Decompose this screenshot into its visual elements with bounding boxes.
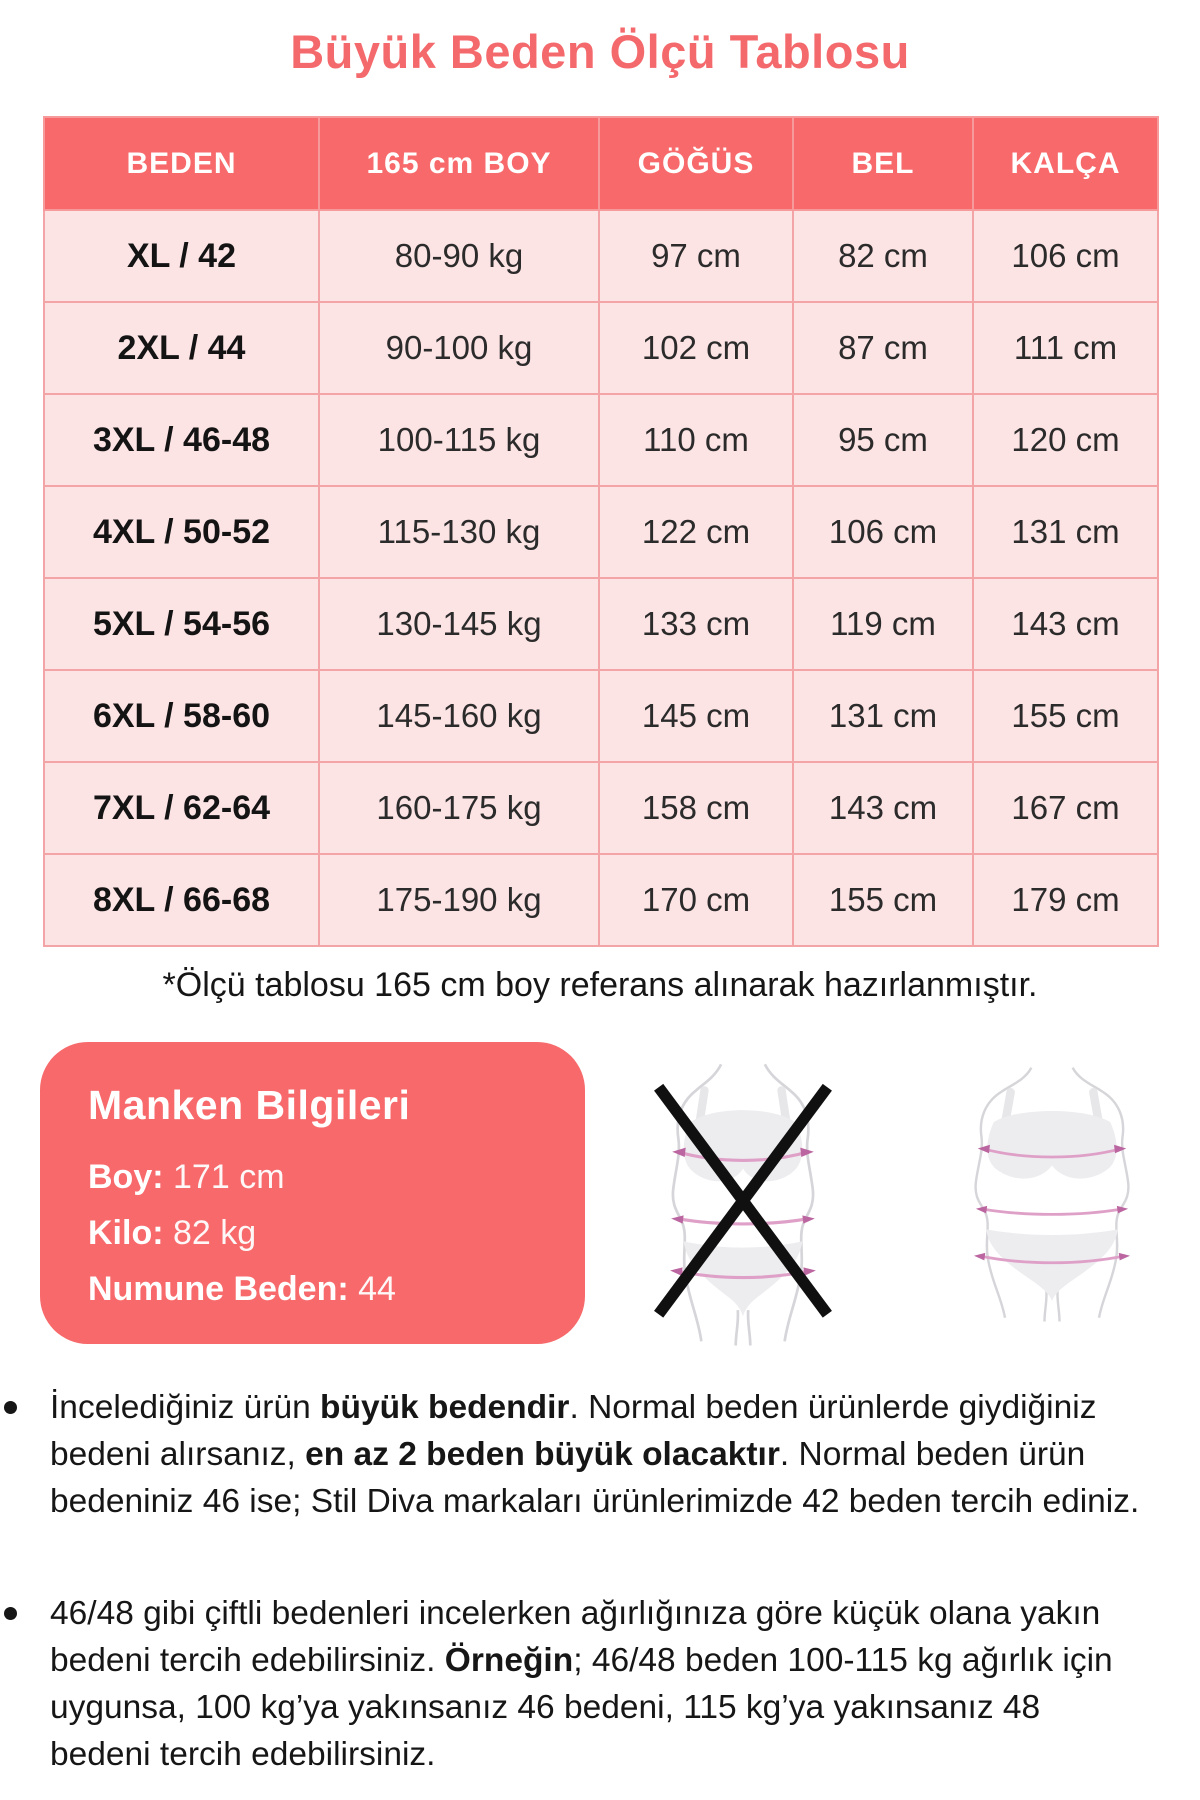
- col-header-bel: BEL: [793, 117, 973, 210]
- weight-cell: 130-145 kg: [319, 578, 599, 670]
- waist-cell: 106 cm: [793, 486, 973, 578]
- waist-cell: 119 cm: [793, 578, 973, 670]
- size-cell: 2XL / 44: [44, 302, 319, 394]
- chest-cell: 97 cm: [599, 210, 793, 302]
- size-table-row: [44, 486, 1158, 578]
- waist-cell: 82 cm: [793, 210, 973, 302]
- model-info-value: 171 cm: [173, 1158, 285, 1196]
- chest-cell: 170 cm: [599, 854, 793, 946]
- model-info-value: 82 kg: [173, 1214, 257, 1252]
- size-table-row: [44, 670, 1158, 762]
- silhouette-figures: [620, 1050, 1180, 1395]
- plain-text: 46/48 gibi çiftli bedenleri incelerken ağırlığınıza göre küçük olana yakın bedeni tercih edebilirsiniz.: [50, 1595, 1101, 1679]
- weight-cell: 175-190 kg: [319, 854, 599, 946]
- model-info-title: Manken Bilgileri: [88, 1082, 411, 1128]
- size-table: [43, 116, 1159, 947]
- page-title: Büyük Beden Ölçü Tablosu: [290, 25, 910, 78]
- plus-size-silhouette-icon: [958, 1060, 1146, 1333]
- hip-cell: 155 cm: [973, 670, 1158, 762]
- waist-cell: 95 cm: [793, 394, 973, 486]
- size-cell: 4XL / 50-52: [44, 486, 319, 578]
- bullet-dot: [4, 1607, 17, 1620]
- chest-cell: 102 cm: [599, 302, 793, 394]
- weight-cell: 80-90 kg: [319, 210, 599, 302]
- waist-cell: 131 cm: [793, 670, 973, 762]
- crossed-out-slim-silhouette-icon: [654, 1056, 832, 1358]
- bold-text: büyük bedendir: [320, 1389, 570, 1426]
- chest-cell: 158 cm: [599, 762, 793, 854]
- waist-cell: 143 cm: [793, 762, 973, 854]
- size-cell: 7XL / 62-64: [44, 762, 319, 854]
- size-table-row: [44, 854, 1158, 946]
- table-footnote: *Ölçü tablosu 165 cm boy referans alınarak hazırlanmıştır.: [162, 966, 1038, 1004]
- hip-cell: 131 cm: [973, 486, 1158, 578]
- hip-cell: 120 cm: [973, 394, 1158, 486]
- chest-cell: 133 cm: [599, 578, 793, 670]
- size-table-body: [44, 210, 1158, 946]
- bold-text: Örneğin: [444, 1642, 574, 1679]
- bullet-dot: [4, 1401, 17, 1414]
- size-cell: 3XL / 46-48: [44, 394, 319, 486]
- chest-cell: 145 cm: [599, 670, 793, 762]
- bullet-text: [50, 1389, 1139, 1520]
- waist-cell: 155 cm: [793, 854, 973, 946]
- model-info-label: Numune Beden:: [88, 1270, 349, 1308]
- size-table-row: [44, 762, 1158, 854]
- size-table-row: [44, 210, 1158, 302]
- model-info-lines: [88, 1149, 565, 1317]
- size-cell: XL / 42: [44, 210, 319, 302]
- col-header-gogus: GÖĞÜS: [599, 117, 793, 210]
- model-info-line-height: [88, 1149, 565, 1205]
- hip-cell: 106 cm: [973, 210, 1158, 302]
- weight-cell: 100-115 kg: [319, 394, 599, 486]
- model-info-label: Kilo:: [88, 1214, 164, 1252]
- model-info-line-weight: [88, 1205, 565, 1261]
- model-info-card: [40, 1042, 585, 1344]
- hip-cell: 111 cm: [973, 302, 1158, 394]
- size-table-row: [44, 578, 1158, 670]
- info-bullet-double-sizes: [0, 1590, 1140, 1778]
- hip-cell: 143 cm: [973, 578, 1158, 670]
- weight-cell: 160-175 kg: [319, 762, 599, 854]
- chest-cell: 122 cm: [599, 486, 793, 578]
- model-info-line-sample-size: [88, 1261, 565, 1317]
- plain-text: . Normal beden ürünlerde giydiğiniz bedeni alırsanız,: [50, 1389, 1097, 1473]
- bullet-text: [50, 1595, 1113, 1773]
- hip-cell: 179 cm: [973, 854, 1158, 946]
- bold-text: en az 2 beden büyük olacaktır: [305, 1436, 780, 1473]
- weight-cell: 145-160 kg: [319, 670, 599, 762]
- size-table-header-row: [44, 117, 1158, 210]
- col-header-kalca: KALÇA: [973, 117, 1158, 210]
- plain-text: İncelediğiniz ürün: [50, 1389, 321, 1426]
- col-header-boy: 165 cm BOY: [319, 117, 599, 210]
- model-info-label: Boy:: [88, 1158, 164, 1196]
- chest-cell: 110 cm: [599, 394, 793, 486]
- model-info-value: 44: [358, 1270, 396, 1308]
- weight-cell: 115-130 kg: [319, 486, 599, 578]
- plain-text: ; 46/48 beden 100-115 kg ağırlık için uygunsa, 100 kg’ya yakınsanız 46 bedeni, 115 kg’ya yakınsanız 48 bedeni tercih edebilirsiniz.: [50, 1642, 1113, 1773]
- plain-text: . Normal beden ürün bedeniniz 46 ise; Stil Diva markaları ürünlerimizde 42 beden tercih ediniz.: [50, 1436, 1140, 1520]
- size-cell: 6XL / 58-60: [44, 670, 319, 762]
- size-table-row: [44, 394, 1158, 486]
- waist-cell: 87 cm: [793, 302, 973, 394]
- size-cell: 5XL / 54-56: [44, 578, 319, 670]
- col-header-beden: BEDEN: [44, 117, 319, 210]
- weight-cell: 90-100 kg: [319, 302, 599, 394]
- info-bullet-sizing: [0, 1384, 1140, 1525]
- size-table-row: [44, 302, 1158, 394]
- size-cell: 8XL / 66-68: [44, 854, 319, 946]
- hip-cell: 167 cm: [973, 762, 1158, 854]
